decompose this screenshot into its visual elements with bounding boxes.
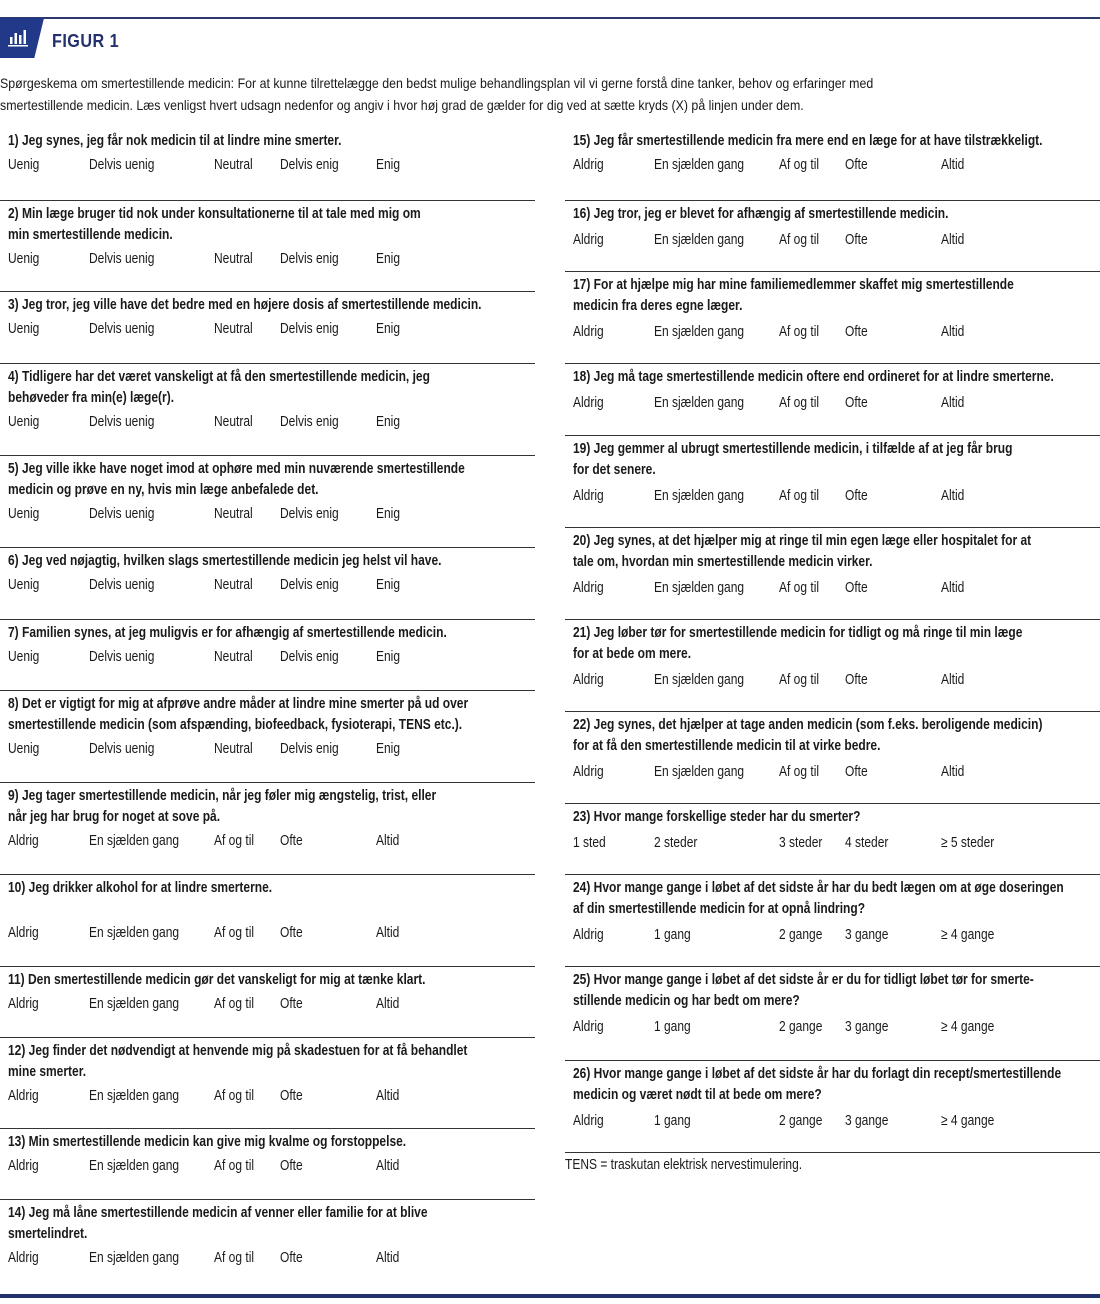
question-text: for at få den smertestillende medicin til at virke bedre. — [573, 737, 881, 754]
answer-option[interactable]: Altid — [376, 832, 400, 849]
answer-option[interactable]: 2 gange — [779, 1018, 823, 1035]
answer-option[interactable]: En sjælden gang — [89, 1157, 180, 1174]
question-text: 6) Jeg ved nøjagtig, hvilken slags smertestillende medicin jeg helst vil have. — [8, 552, 442, 569]
answer-option[interactable]: En sjælden gang — [654, 579, 745, 596]
answer-option[interactable]: Altid — [376, 924, 400, 941]
answer-option[interactable]: Altid — [941, 156, 965, 173]
answer-option[interactable]: Delvis enig — [280, 648, 339, 665]
question-text: 2) Min læge bruger tid nok under konsultationerne til at tale med mig om — [8, 205, 421, 222]
answer-option[interactable]: Delvis enig — [280, 505, 339, 522]
answer-option[interactable]: En sjælden gang — [654, 394, 745, 411]
answer-scale[interactable] — [0, 153, 535, 177]
answer-option[interactable]: 2 gange — [779, 926, 823, 943]
answer-option[interactable]: Af og til — [779, 579, 820, 596]
answer-option[interactable]: Delvis enig — [280, 413, 339, 430]
answer-option[interactable]: En sjælden gang — [654, 231, 745, 248]
question-text: behøveder fra min(e) læge(r). — [8, 389, 175, 406]
answer-option[interactable]: ≥ 4 gange — [941, 926, 995, 943]
answer-option[interactable]: Aldrig — [573, 1112, 604, 1129]
answer-option[interactable]: Uenig — [8, 505, 40, 522]
question-26 — [565, 1060, 1100, 1133]
answer-option[interactable]: 3 steder — [779, 834, 823, 851]
question-text: 15) Jeg får smertestillende medicin fra mere end en læge for at have tilstrækkeligt. — [573, 132, 1043, 149]
answer-option[interactable]: Ofte — [845, 487, 868, 504]
answer-option[interactable]: Aldrig — [8, 1087, 39, 1104]
answer-option[interactable]: Altid — [376, 1249, 400, 1266]
question-text: 16) Jeg tror, jeg er blevet for afhængig af smertestillende medicin. — [573, 205, 949, 222]
answer-option[interactable]: En sjælden gang — [89, 832, 180, 849]
answer-option[interactable]: Aldrig — [8, 832, 39, 849]
answer-option[interactable]: Enig — [376, 156, 401, 173]
answer-option[interactable]: Aldrig — [573, 926, 604, 943]
question-25 — [565, 966, 1100, 1039]
answer-option[interactable]: Neutral — [214, 740, 253, 757]
answer-option[interactable]: Uenig — [8, 648, 40, 665]
answer-option[interactable]: Af og til — [779, 231, 820, 248]
question-6 — [0, 547, 535, 597]
answer-scale[interactable] — [565, 831, 1100, 855]
answer-option[interactable]: Altid — [941, 231, 965, 248]
top-rule — [0, 17, 1100, 19]
answer-option[interactable]: Aldrig — [573, 671, 604, 688]
answer-option[interactable]: Enig — [376, 740, 401, 757]
question-13 — [0, 1128, 535, 1178]
question-text: 20) Jeg synes, at det hjælper mig at ringe til min egen læge eller hospitalet for at — [573, 532, 1032, 549]
answer-option[interactable]: En sjælden gang — [89, 1087, 180, 1104]
question-20 — [565, 527, 1100, 600]
answer-option[interactable]: Neutral — [214, 320, 253, 337]
question-23 — [565, 803, 1100, 855]
answer-option[interactable]: En sjælden gang — [89, 995, 180, 1012]
answer-option[interactable]: Aldrig — [8, 1157, 39, 1174]
answer-option[interactable]: Af og til — [214, 1087, 255, 1104]
answer-option[interactable]: Altid — [941, 763, 965, 780]
answer-scale[interactable] — [0, 645, 535, 669]
answer-scale[interactable] — [565, 484, 1100, 508]
answer-option[interactable]: Altid — [376, 1087, 400, 1104]
question-text: medicin og været nødt til at bede om mere? — [573, 1086, 822, 1103]
answer-scale[interactable] — [0, 410, 535, 434]
question-text: for at bede om mere. — [573, 645, 692, 662]
answer-option[interactable]: Af og til — [214, 924, 255, 941]
bottom-rule — [0, 1294, 1100, 1298]
answer-scale[interactable] — [0, 992, 535, 1016]
answer-option[interactable]: Aldrig — [573, 579, 604, 596]
answer-scale[interactable] — [0, 1084, 535, 1108]
answer-option[interactable]: Delvis uenig — [89, 413, 155, 430]
answer-option[interactable]: Enig — [376, 576, 401, 593]
answer-option[interactable]: Neutral — [214, 576, 253, 593]
question-text: 23) Hvor mange forskellige steder har du smerter? — [573, 808, 861, 825]
answer-option[interactable]: Altid — [376, 1157, 400, 1174]
question-text: stillende medicin og har bedt om mere? — [573, 992, 800, 1009]
question-22 — [565, 711, 1100, 784]
bar-chart-icon — [8, 27, 28, 47]
question-text: når jeg har brug for noget at sove på. — [8, 808, 221, 825]
answer-option[interactable]: Altid — [941, 579, 965, 596]
answer-scale[interactable] — [0, 737, 535, 761]
answer-option[interactable]: Af og til — [214, 1249, 255, 1266]
answer-option[interactable]: 1 gang — [654, 1112, 691, 1129]
footnote: TENS = traskutan elektrisk nervestimulering. — [565, 1152, 1100, 1173]
question-21 — [565, 619, 1100, 692]
question-text: smertelindret. — [8, 1225, 88, 1242]
question-text: 21) Jeg løber tør for smertestillende medicin for tidligt og må ringe til min læge — [573, 624, 1023, 641]
answer-option[interactable]: Ofte — [845, 231, 868, 248]
answer-option[interactable]: Delvis uenig — [89, 156, 155, 173]
answer-option[interactable]: Aldrig — [8, 924, 39, 941]
answer-scale[interactable] — [565, 153, 1100, 177]
figure-title: FIGUR 1 — [52, 31, 120, 51]
answer-option[interactable]: 3 gange — [845, 1112, 889, 1129]
question-4 — [0, 363, 535, 434]
answer-option[interactable]: 1 gang — [654, 926, 691, 943]
answer-option[interactable]: Delvis uenig — [89, 740, 155, 757]
answer-scale[interactable] — [565, 576, 1100, 600]
question-2 — [0, 200, 535, 271]
answer-option[interactable]: 4 steder — [845, 834, 889, 851]
question-text: af din smertestillende medicin for at opnå lindring? — [573, 900, 866, 917]
question-text: medicin fra deres egne læger. — [573, 297, 743, 314]
answer-option[interactable]: Delvis enig — [280, 320, 339, 337]
answer-option[interactable]: Uenig — [8, 320, 40, 337]
question-7 — [0, 619, 535, 669]
question-11 — [0, 966, 535, 1016]
answer-option[interactable]: Ofte — [280, 1087, 303, 1104]
answer-option[interactable]: Enig — [376, 250, 401, 267]
answer-option[interactable]: Delvis enig — [280, 156, 339, 173]
answer-option[interactable]: En sjælden gang — [654, 487, 745, 504]
question-text: smertestillende medicin (som afspænding, biofeedback, fysioterapi, TENS etc.). — [8, 716, 463, 733]
answer-option[interactable]: Af og til — [779, 487, 820, 504]
answer-option[interactable]: Neutral — [214, 156, 253, 173]
question-9 — [0, 782, 535, 853]
answer-scale[interactable] — [0, 1154, 535, 1178]
question-8 — [0, 690, 535, 761]
question-14 — [0, 1199, 535, 1270]
answer-scale[interactable] — [565, 228, 1100, 252]
answer-option[interactable]: 2 steder — [654, 834, 698, 851]
answer-option[interactable]: Delvis uenig — [89, 648, 155, 665]
answer-option[interactable]: Ofte — [845, 156, 868, 173]
answer-option[interactable]: Delvis enig — [280, 576, 339, 593]
question-5 — [0, 455, 535, 526]
question-text: 1) Jeg synes, jeg får nok medicin til at lindre mine smerter. — [8, 132, 342, 149]
answer-option[interactable]: Altid — [376, 995, 400, 1012]
answer-option[interactable]: En sjælden gang — [654, 323, 745, 340]
question-text: 11) Den smertestillende medicin gør det vanskeligt for mig at tænke klart. — [8, 971, 426, 988]
answer-scale[interactable] — [565, 923, 1100, 947]
answer-scale[interactable] — [0, 247, 535, 271]
answer-option[interactable]: Uenig — [8, 740, 40, 757]
intro-line: smertestillende medicin. Læs venligst hvert udsagn nedenfor og angiv i hvor høj grad de gælder for dig ved at sætte kryds (X) på linjen under dem. — [0, 97, 804, 113]
answer-option[interactable]: Neutral — [214, 648, 253, 665]
answer-option[interactable]: Af og til — [779, 394, 820, 411]
answer-option[interactable]: Ofte — [280, 1157, 303, 1174]
intro-line: Spørgeskema om smertestillende medicin: For at kunne tilrettelægge den bedst mulige behandlingsplan vil vi gerne forstå dine tanker, behov og erfaringer med — [0, 75, 874, 91]
answer-option[interactable]: Enig — [376, 648, 401, 665]
answer-option[interactable]: Aldrig — [8, 995, 39, 1012]
answer-option[interactable]: En sjælden gang — [89, 924, 180, 941]
answer-option[interactable]: Enig — [376, 505, 401, 522]
question-text: tale om, hvordan min smertestillende medicin virker. — [573, 553, 873, 570]
answer-option[interactable]: Aldrig — [573, 394, 604, 411]
answer-option[interactable]: En sjælden gang — [89, 1249, 180, 1266]
answer-option[interactable]: Af og til — [214, 995, 255, 1012]
answer-option[interactable]: Altid — [941, 323, 965, 340]
answer-option[interactable]: En sjælden gang — [654, 763, 745, 780]
answer-option[interactable]: Aldrig — [573, 231, 604, 248]
question-text: 17) For at hjælpe mig har mine familiemedlemmer skaffet mig smertestillende — [573, 276, 1014, 293]
question-text: min smertestillende medicin. — [8, 226, 173, 243]
answer-option[interactable]: Aldrig — [573, 323, 604, 340]
answer-option[interactable]: Aldrig — [573, 763, 604, 780]
answer-option[interactable]: 1 gang — [654, 1018, 691, 1035]
question-text: 5) Jeg ville ikke have noget imod at ophøre med min nuværende smertestillende — [8, 460, 465, 477]
answer-scale[interactable] — [565, 1015, 1100, 1039]
answer-option[interactable]: Delvis enig — [280, 740, 339, 757]
intro-text — [0, 72, 987, 116]
question-text: 4) Tidligere har det været vanskeligt at få den smertestillende medicin, jeg — [8, 368, 430, 385]
answer-scale[interactable] — [0, 1246, 535, 1270]
question-text: 18) Jeg må tage smertestillende medicin oftere end ordineret for at lindre smerterne. — [573, 368, 1054, 385]
answer-scale[interactable] — [0, 502, 535, 526]
answer-scale[interactable] — [0, 829, 535, 853]
question-text: 13) Min smertestillende medicin kan give mig kvalme og forstoppelse. — [8, 1133, 407, 1150]
answer-option[interactable]: Uenig — [8, 413, 40, 430]
answer-scale[interactable] — [565, 668, 1100, 692]
question-text: mine smerter. — [8, 1063, 87, 1080]
answer-option[interactable]: 3 gange — [845, 1018, 889, 1035]
question-text: for det senere. — [573, 461, 656, 478]
answer-option[interactable]: Enig — [376, 320, 401, 337]
answer-option[interactable]: Ofte — [845, 671, 868, 688]
question-text: 22) Jeg synes, det hjælper at tage anden medicin (som f.eks. beroligende medicin) — [573, 716, 1043, 733]
question-text: 24) Hvor mange gange i løbet af det sidste år har du bedt lægen om at øge doseringen — [573, 879, 1064, 896]
answer-option[interactable]: 2 gange — [779, 1112, 823, 1129]
answer-option[interactable]: Ofte — [280, 832, 303, 849]
answer-option[interactable]: Delvis enig — [280, 250, 339, 267]
answer-option[interactable]: ≥ 4 gange — [941, 1112, 995, 1129]
question-text: 26) Hvor mange gange i løbet af det sidste år har du forlagt din recept/smertestillende — [573, 1065, 1062, 1082]
question-16 — [565, 200, 1100, 252]
answer-option[interactable]: Af og til — [779, 156, 820, 173]
question-text: 12) Jeg finder det nødvendigt at henvende mig på skadestuen for at få behandlet — [8, 1042, 468, 1059]
question-text: 10) Jeg drikker alkohol for at lindre smerterne. — [8, 879, 273, 896]
answer-option[interactable]: Aldrig — [573, 487, 604, 504]
question-19 — [565, 435, 1100, 508]
question-text: 25) Hvor mange gange i løbet af det sidste år er du for tidligt løbet tør for smerte- — [573, 971, 1034, 988]
question-12 — [0, 1037, 535, 1108]
answer-option[interactable]: Delvis uenig — [89, 320, 155, 337]
answer-scale[interactable] — [565, 760, 1100, 784]
question-1 — [0, 130, 535, 177]
answer-scale[interactable] — [0, 573, 535, 597]
answer-option[interactable]: ≥ 4 gange — [941, 1018, 995, 1035]
answer-scale[interactable] — [565, 1109, 1100, 1133]
question-18 — [565, 363, 1100, 415]
answer-option[interactable]: Altid — [941, 487, 965, 504]
answer-option[interactable]: 1 sted — [573, 834, 606, 851]
answer-option[interactable]: Ofte — [280, 924, 303, 941]
answer-option[interactable]: ≥ 5 steder — [941, 834, 995, 851]
answer-option[interactable]: Ofte — [845, 763, 868, 780]
answer-option[interactable]: Neutral — [214, 413, 253, 430]
question-24 — [565, 874, 1100, 947]
question-text: 19) Jeg gemmer al ubrugt smertestillende medicin, i tilfælde af at jeg får brug — [573, 440, 1013, 457]
answer-option[interactable]: Delvis uenig — [89, 505, 155, 522]
answer-scale[interactable] — [0, 921, 535, 945]
answer-scale[interactable] — [565, 391, 1100, 415]
question-3 — [0, 291, 535, 341]
question-10 — [0, 874, 535, 945]
answer-option[interactable]: Altid — [941, 394, 965, 411]
answer-option[interactable]: Aldrig — [573, 1018, 604, 1035]
answer-option[interactable]: Ofte — [280, 995, 303, 1012]
answer-option[interactable]: Aldrig — [8, 1249, 39, 1266]
answer-option[interactable]: Aldrig — [573, 156, 604, 173]
answer-option[interactable]: Af og til — [779, 763, 820, 780]
question-text: 7) Familien synes, at jeg muligvis er for afhængig af smertestillende medicin. — [8, 624, 447, 641]
answer-option[interactable]: Af og til — [779, 671, 820, 688]
question-text: 3) Jeg tror, jeg ville have det bedre med en højere dosis af smertestillende medicin. — [8, 296, 482, 313]
answer-option[interactable]: Neutral — [214, 505, 253, 522]
question-15 — [565, 130, 1100, 177]
answer-option[interactable]: Uenig — [8, 250, 40, 267]
answer-option[interactable]: Af og til — [214, 832, 255, 849]
question-text: medicin og prøve en ny, hvis min læge anbefalede det. — [8, 481, 319, 498]
answer-scale[interactable] — [0, 317, 535, 341]
question-text: 8) Det er vigtigt for mig at afprøve andre måder at lindre mine smerter på ud over — [8, 695, 469, 712]
answer-option[interactable]: Altid — [941, 671, 965, 688]
answer-option[interactable]: Ofte — [845, 323, 868, 340]
answer-option[interactable]: Af og til — [214, 1157, 255, 1174]
answer-option[interactable]: Delvis uenig — [89, 576, 155, 593]
answer-option[interactable]: Ofte — [845, 394, 868, 411]
answer-option[interactable]: Ofte — [280, 1249, 303, 1266]
answer-option[interactable]: Af og til — [779, 323, 820, 340]
question-text: 9) Jeg tager smertestillende medicin, når jeg føler mig ængstelig, trist, eller — [8, 787, 437, 804]
answer-option[interactable]: 3 gange — [845, 926, 889, 943]
answer-scale[interactable] — [565, 320, 1100, 344]
answer-option[interactable]: Neutral — [214, 250, 253, 267]
answer-option[interactable]: En sjælden gang — [654, 671, 745, 688]
answer-option[interactable]: Ofte — [845, 579, 868, 596]
figure-badge — [0, 18, 44, 58]
answer-option[interactable]: Enig — [376, 413, 401, 430]
answer-option[interactable]: En sjælden gang — [654, 156, 745, 173]
question-17 — [565, 271, 1100, 344]
answer-option[interactable]: Uenig — [8, 576, 40, 593]
answer-option[interactable]: Delvis uenig — [89, 250, 155, 267]
answer-option[interactable]: Uenig — [8, 156, 40, 173]
question-text: 14) Jeg må låne smertestillende medicin af venner eller familie for at blive — [8, 1204, 428, 1221]
